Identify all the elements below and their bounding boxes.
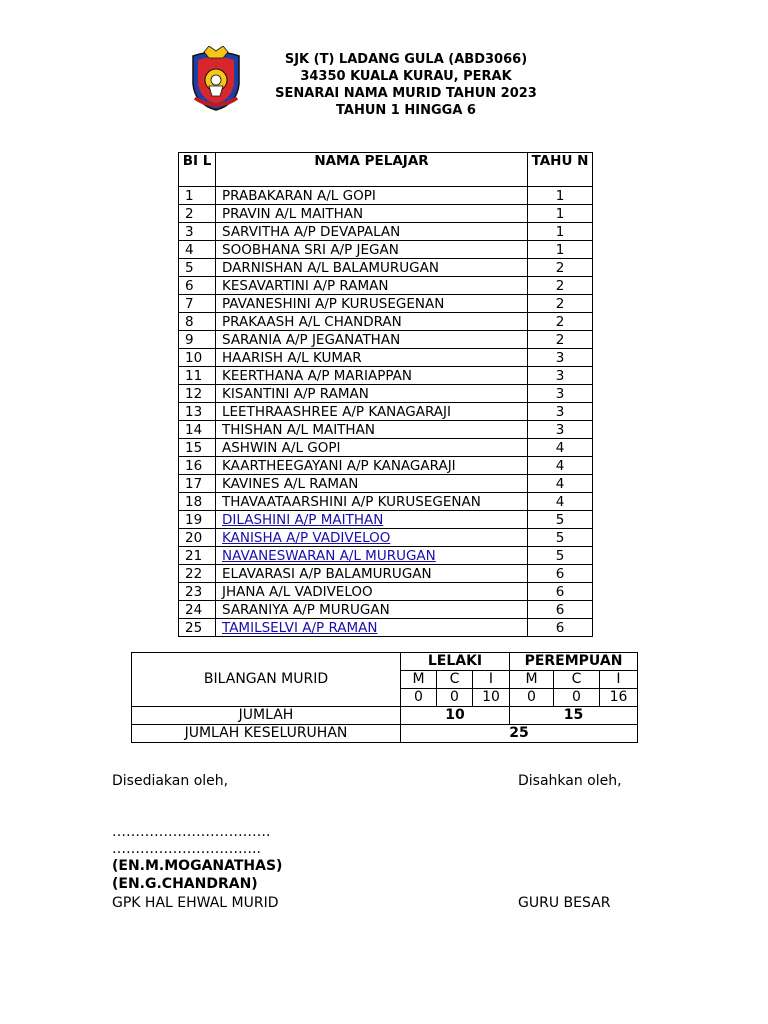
row-tahun: 1: [528, 223, 593, 241]
row-tahun: 3: [528, 421, 593, 439]
row-bil: 13: [179, 403, 216, 421]
row-bil: 11: [179, 367, 216, 385]
row-tahun: 4: [528, 439, 593, 457]
signature-line-1: …………………………….: [112, 824, 271, 840]
list-title: SENARAI NAMA MURID TAHUN 2023: [275, 86, 537, 101]
row-bil: 1: [179, 187, 216, 205]
count-cell: 0: [510, 689, 554, 707]
count-cell: 0: [401, 689, 437, 707]
col-header-tahun: TAHU N: [528, 153, 593, 187]
approved-by-label: Disahkan oleh,: [518, 773, 622, 789]
sub-header: M: [510, 671, 554, 689]
row-tahun: 2: [528, 259, 593, 277]
table-row: [179, 205, 593, 223]
row-nama: PRABAKARAN A/L GOPI: [216, 187, 528, 205]
row-nama: KESAVARTINI A/P RAMAN: [216, 277, 528, 295]
bilangan-murid-label: BILANGAN MURID: [132, 653, 401, 707]
row-tahun: 6: [528, 619, 593, 637]
row-tahun: 6: [528, 601, 593, 619]
row-nama: SARANIYA A/P MURUGAN: [216, 601, 528, 619]
row-nama: KAARTHEEGAYANI A/P KANAGARAJI: [216, 457, 528, 475]
table-row: [179, 331, 593, 349]
year-range: TAHUN 1 HINGGA 6: [336, 103, 476, 118]
row-bil: 9: [179, 331, 216, 349]
row-tahun: 2: [528, 313, 593, 331]
table-row: [179, 277, 593, 295]
row-bil: 3: [179, 223, 216, 241]
table-row: [179, 367, 593, 385]
sub-header: C: [554, 671, 600, 689]
signature-line-2: …………………………..: [112, 841, 261, 857]
row-bil: 21: [179, 547, 216, 565]
row-bil: 4: [179, 241, 216, 259]
lelaki-header: LELAKI: [401, 653, 510, 671]
signatory-role-1: GPK HAL EHWAL MURID: [112, 895, 279, 911]
row-tahun: 6: [528, 583, 593, 601]
row-tahun: 4: [528, 475, 593, 493]
student-name-link[interactable]: NAVANESWARAN A/L MURUGAN: [222, 547, 436, 564]
table-row: [179, 619, 593, 637]
table-row: [179, 565, 593, 583]
row-tahun: 2: [528, 331, 593, 349]
row-nama: PRAKAASH A/L CHANDRAN: [216, 313, 528, 331]
sub-header: C: [437, 671, 473, 689]
row-bil: 5: [179, 259, 216, 277]
jumlah-label: JUMLAH: [132, 707, 401, 725]
row-bil: 14: [179, 421, 216, 439]
sub-header: I: [600, 671, 638, 689]
row-nama: [216, 511, 528, 529]
row-nama: THISHAN A/L MAITHAN: [216, 421, 528, 439]
row-nama: JHANA A/L VADIVELOO: [216, 583, 528, 601]
table-row: [179, 475, 593, 493]
row-tahun: 1: [528, 205, 593, 223]
signatory-name-2: (EN.G.CHANDRAN): [112, 876, 258, 892]
row-nama: [216, 529, 528, 547]
row-nama: HAARISH A/L KUMAR: [216, 349, 528, 367]
row-tahun: 2: [528, 277, 593, 295]
table-row: [179, 241, 593, 259]
row-tahun: 4: [528, 493, 593, 511]
summary-table: [131, 652, 638, 743]
row-bil: 15: [179, 439, 216, 457]
row-tahun: 1: [528, 187, 593, 205]
row-nama: KISANTINI A/P RAMAN: [216, 385, 528, 403]
row-bil: 8: [179, 313, 216, 331]
row-nama: ASHWIN A/L GOPI: [216, 439, 528, 457]
table-row: [179, 601, 593, 619]
row-nama: KEERTHANA A/P MARIAPPAN: [216, 367, 528, 385]
row-nama: SOOBHANA SRI A/P JEGAN: [216, 241, 528, 259]
student-name-link[interactable]: TAMILSELVI A/P RAMAN: [222, 619, 378, 636]
row-tahun: 5: [528, 511, 593, 529]
row-bil: 16: [179, 457, 216, 475]
row-bil: 25: [179, 619, 216, 637]
table-row: [179, 547, 593, 565]
row-tahun: 1: [528, 241, 593, 259]
school-address: 34350 KUALA KURAU, PERAK: [300, 69, 512, 84]
row-tahun: 5: [528, 547, 593, 565]
table-row: [179, 223, 593, 241]
col-header-nama: NAMA PELAJAR: [216, 153, 528, 187]
row-nama: THAVAATAARSHINI A/P KURUSEGENAN: [216, 493, 528, 511]
row-bil: 24: [179, 601, 216, 619]
count-cell: 0: [554, 689, 600, 707]
table-row: [179, 385, 593, 403]
row-nama: PAVANESHINI A/P KURUSEGENAN: [216, 295, 528, 313]
row-nama: LEETHRAASHREE A/P KANAGARAJI: [216, 403, 528, 421]
table-row: [179, 493, 593, 511]
col-header-bil: BI L: [179, 153, 216, 187]
row-tahun: 3: [528, 403, 593, 421]
table-row: [179, 295, 593, 313]
count-cell: 16: [600, 689, 638, 707]
row-nama: [216, 619, 528, 637]
table-row: [179, 583, 593, 601]
row-nama: SARVITHA A/P DEVAPALAN: [216, 223, 528, 241]
table-row: [179, 403, 593, 421]
jumlah-keseluruhan-value: 25: [401, 725, 638, 743]
signatory-role-2: GURU BESAR: [518, 895, 611, 911]
jumlah-lelaki: 10: [401, 707, 510, 725]
row-bil: 18: [179, 493, 216, 511]
student-name-link[interactable]: DILASHINI A/P MAITHAN: [222, 511, 384, 528]
table-row: [179, 439, 593, 457]
row-tahun: 3: [528, 385, 593, 403]
row-bil: 20: [179, 529, 216, 547]
table-row: [179, 187, 593, 205]
perempuan-header: PEREMPUAN: [510, 653, 638, 671]
row-tahun: 5: [528, 529, 593, 547]
table-row: [179, 349, 593, 367]
row-nama: KAVINES A/L RAMAN: [216, 475, 528, 493]
count-cell: 10: [473, 689, 510, 707]
prepared-by-label: Disediakan oleh,: [112, 773, 229, 789]
signatory-name-1: (EN.M.MOGANATHAS): [112, 858, 283, 874]
table-row: [179, 421, 593, 439]
row-tahun: 2: [528, 295, 593, 313]
row-bil: 19: [179, 511, 216, 529]
row-bil: 6: [179, 277, 216, 295]
student-table: [178, 152, 593, 637]
row-nama: ELAVARASI A/P BALAMURUGAN: [216, 565, 528, 583]
count-cell: 0: [437, 689, 473, 707]
sub-header: M: [401, 671, 437, 689]
table-row: [179, 529, 593, 547]
jumlah-keseluruhan-label: JUMLAH KESELURUHAN: [132, 725, 401, 743]
document-header: [250, 51, 562, 119]
row-bil: 10: [179, 349, 216, 367]
school-name: SJK (T) LADANG GULA (ABD3066): [284, 52, 528, 67]
row-nama: SARANIA A/P JEGANATHAN: [216, 331, 528, 349]
row-tahun: 4: [528, 457, 593, 475]
student-name-link[interactable]: KANISHA A/P VADIVELOO: [222, 529, 391, 546]
row-bil: 12: [179, 385, 216, 403]
row-nama: [216, 547, 528, 565]
row-tahun: 3: [528, 349, 593, 367]
row-tahun: 6: [528, 565, 593, 583]
row-bil: 17: [179, 475, 216, 493]
row-nama: PRAVIN A/L MAITHAN: [216, 205, 528, 223]
table-row: [179, 457, 593, 475]
sub-header: I: [473, 671, 510, 689]
row-bil: 23: [179, 583, 216, 601]
jumlah-perempuan: 15: [510, 707, 638, 725]
school-logo: [189, 46, 243, 112]
table-row: [179, 511, 593, 529]
row-bil: 22: [179, 565, 216, 583]
row-bil: 2: [179, 205, 216, 223]
table-row: [179, 313, 593, 331]
table-row: [179, 259, 593, 277]
row-nama: DARNISHAN A/L BALAMURUGAN: [216, 259, 528, 277]
row-bil: 7: [179, 295, 216, 313]
row-tahun: 3: [528, 367, 593, 385]
